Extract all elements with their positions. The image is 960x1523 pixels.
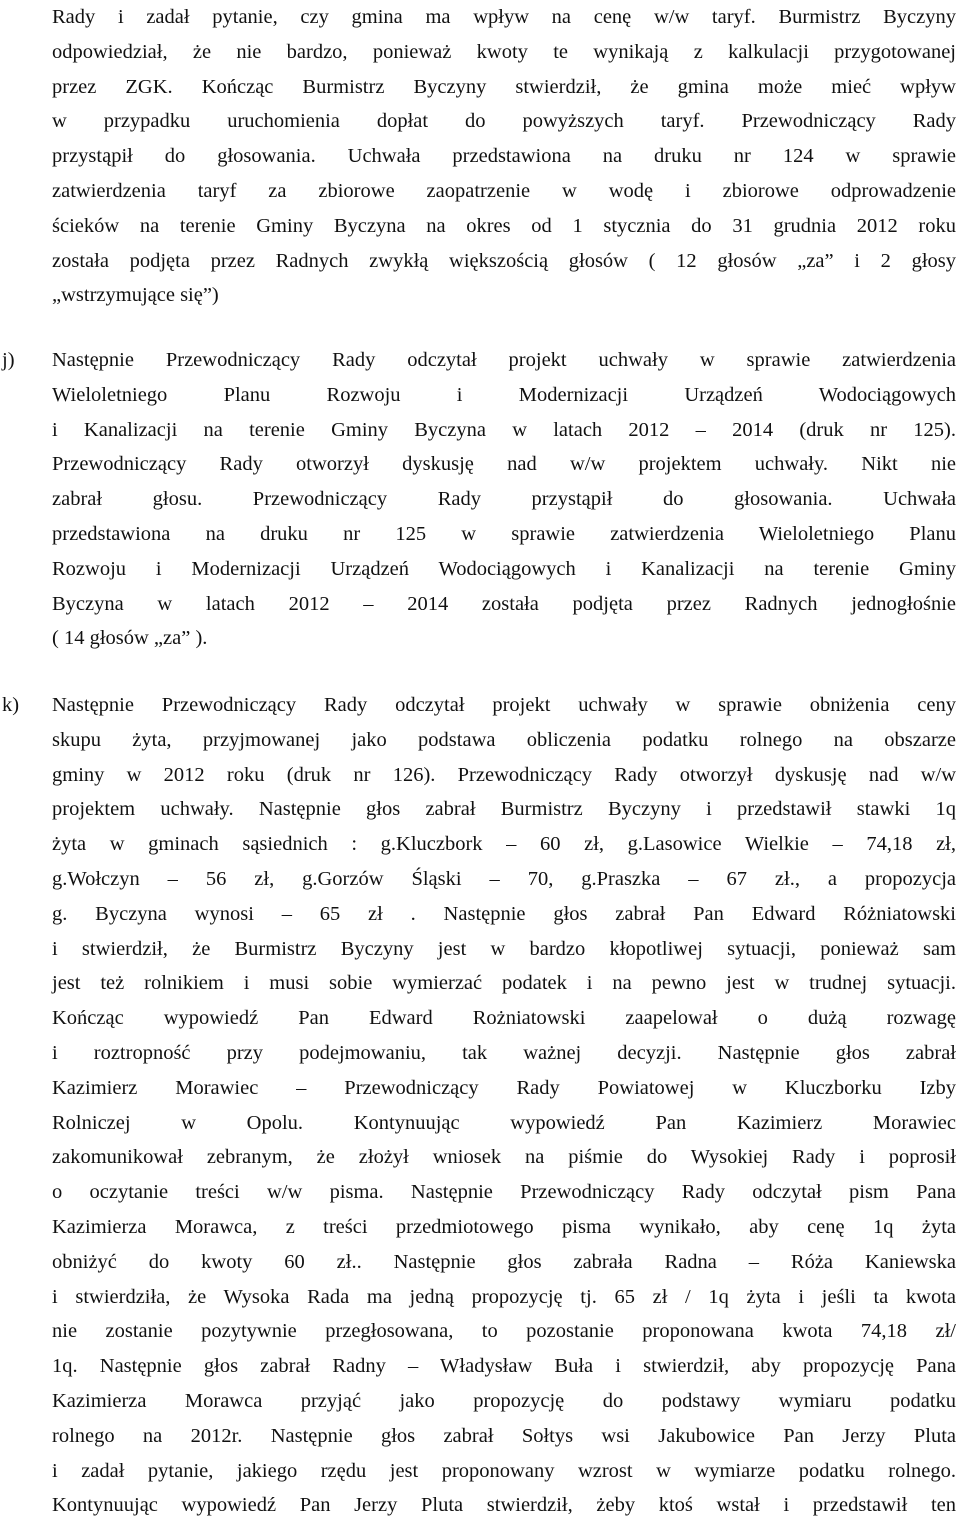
text-line: jest też rolnikiem i musi sobie wymierzać podatek i na pewno jest w trudnej sytuacji. bbox=[52, 972, 956, 995]
text-line: Wieloletniego Planu Rozwoju i Modernizacji Urządzeń Wodociągowych bbox=[52, 383, 956, 406]
text-line: Kazimierza Morawca przyjąć jako propozycję do podstawy wymiaru podatku bbox=[52, 1390, 956, 1412]
text-line: zatwierdzenia taryf za zbiorowe zaopatrzenie w wodę i zbiorowe odprowadzenie bbox=[52, 180, 956, 202]
text-line: „wstrzymujące się”) bbox=[52, 284, 219, 307]
text-line: Rady i zadał pytanie, czy gmina ma wpływ na cenę w/w taryf. Burmistrz Byczyny bbox=[52, 6, 956, 28]
text-line: Kazimierza Morawca, z treści przedmiotowego pisma wynikało, aby cenę 1q żyta bbox=[52, 1216, 956, 1238]
text-line: 1q. Następnie głos zabrał Radny – Władysław Buła i stwierdził, aby propozycję Pana bbox=[52, 1355, 956, 1378]
text-line: Rolniczej w Opolu. Kontynuując wypowiedź Pan Kazimierz Morawiec bbox=[52, 1111, 956, 1134]
text-line: zakomunikował zebranym, że złożył wniosek na piśmie do Wysokiej Rady i poprosił bbox=[52, 1146, 956, 1169]
text-line: Byczyna w latach 2012 – 2014 została podjęta przez Radnych jednogłośnie bbox=[52, 592, 956, 615]
text-line: ( 14 głosów „za” ). bbox=[52, 627, 208, 650]
text-line: Następnie Przewodniczący Rady odczytał projekt uchwały w sprawie zatwierdzenia bbox=[52, 349, 956, 371]
text-line: przez ZGK. Kończąc Burmistrz Byczyny stwierdził, że gmina może mieć wpływ bbox=[52, 75, 956, 98]
text-line: gminy w 2012 roku (druk nr 126). Przewodniczący Rady otworzył dyskusję nad w/w bbox=[52, 763, 956, 786]
text-line: przystąpił do głosowania. Uchwała przedstawiona na druku nr 124 w sprawie bbox=[52, 145, 956, 168]
text-line: g.Wołczyn – 56 zł, g.Gorzów Śląski – 70, g.Praszka – 67 zł., a propozycja bbox=[52, 868, 956, 890]
text-line: obniżyć do kwoty 60 zł.. Następnie głos zabrała Radna – Róża Kaniewska bbox=[52, 1250, 956, 1273]
text-line: została podjęta przez Radnych zwykłą większością głosów ( 12 głosów „za” i 2 głosy bbox=[52, 249, 956, 272]
text-line: Następnie Przewodniczący Rady odczytał projekt uchwały w sprawie obniżenia ceny bbox=[52, 694, 956, 716]
text-line: zabrał głosu. Przewodniczący Rady przystąpił do głosowania. Uchwała bbox=[52, 488, 956, 511]
text-line: ścieków na terenie Gminy Byczyna na okres od 1 stycznia do 31 grudnia 2012 roku bbox=[52, 214, 956, 237]
text-line: Rozwoju i Modernizacji Urządzeń Wodociągowych i Kanalizacji na terenie Gminy bbox=[52, 557, 956, 580]
text-line: o oczytanie treści w/w pisma. Następnie Przewodniczący Rady odczytał pism Pana bbox=[52, 1181, 956, 1204]
text-line: Przewodniczący Rady otworzył dyskusję nad w/w projektem uchwały. Nikt nie bbox=[52, 453, 956, 476]
text-line: i roztropność przy podejmowaniu, tak ważnej decyzji. Następnie głos zabrał bbox=[52, 1042, 956, 1064]
text-line: skupu żyta, przyjmowanej jako podstawa obliczenia podatku rolnego na obszarze bbox=[52, 728, 956, 751]
text-line: i Kanalizacji na terenie Gminy Byczyna w latach 2012 – 2014 (druk nr 125). bbox=[52, 418, 956, 441]
section-marker: k) bbox=[2, 694, 20, 716]
text-line: żyta w gminach sąsiednich : g.Kluczbork – 60 zł, g.Lasowice Wielkie – 74,18 zł, bbox=[52, 833, 956, 856]
text-line: Kazimierz Morawiec – Przewodniczący Rady Powiatowej w Kluczborku Izby bbox=[52, 1076, 956, 1099]
text-line: odpowiedział, że nie bardzo, ponieważ kwoty te wynikają z kalkulacji przygotowanej bbox=[52, 40, 956, 63]
text-line: przedstawiona na druku nr 125 w sprawie zatwierdzenia Wieloletniego Planu bbox=[52, 523, 956, 545]
text-line: Kontynuując wypowiedź Pan Jerzy Pluta stwierdził, żeby ktoś wstał i przedstawił ten bbox=[52, 1494, 956, 1517]
text-line: Kończąc wypowiedź Pan Edward Rożniatowski zaapelował o dużą rozwagę bbox=[52, 1007, 956, 1030]
text-line: projektem uchwały. Następnie głos zabrał Burmistrz Byczyny i przedstawił stawki 1q bbox=[52, 798, 956, 821]
text-line: g. Byczyna wynosi – 65 zł . Następnie głos zabrał Pan Edward Różniatowski bbox=[52, 902, 956, 925]
text-line: i stwierdził, że Burmistrz Byczyny jest w bardzo kłopotliwej sytuacji, ponieważ sam bbox=[52, 937, 956, 960]
text-line: rolnego na 2012r. Następnie głos zabrał Sołtys wsi Jakubowice Pan Jerzy Pluta bbox=[52, 1424, 956, 1447]
text-line: i stwierdziła, że Wysoka Rada ma jedną propozycję tj. 65 zł / 1q żyta i jeśli ta kwota bbox=[52, 1285, 956, 1308]
text-line: nie zostanie pozytywnie przegłosowana, to pozostanie proponowana kwota 74,18 zł/ bbox=[52, 1320, 956, 1343]
text-line: i zadał pytanie, jakiego rzędu jest proponowany wzrost w wymiarze podatku rolnego. bbox=[52, 1459, 956, 1482]
text-line: w przypadku uruchomienia dopłat do powyższych taryf. Przewodniczący Rady bbox=[52, 110, 956, 133]
section-marker: j) bbox=[2, 349, 15, 371]
